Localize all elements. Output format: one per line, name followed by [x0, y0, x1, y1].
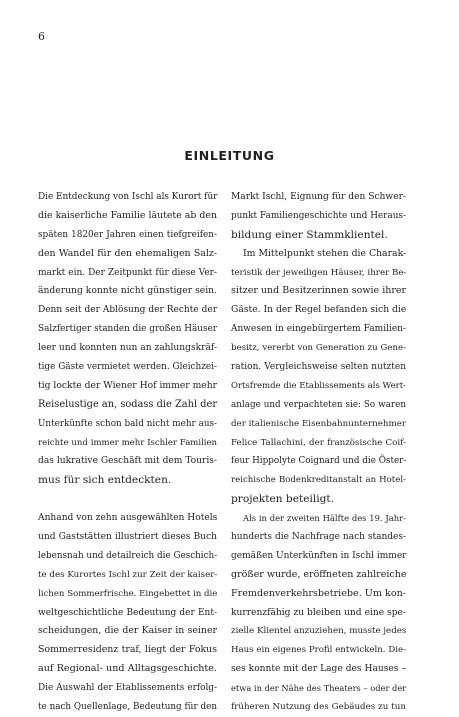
text-line: größer wurde, eröffneten zahlreiche	[231, 568, 407, 580]
text-line: mus für sich entdeckten.	[38, 474, 172, 487]
text-line: Denn seit der Ablösung der Rechte der	[38, 305, 217, 316]
text-line: weltgeschichtliche Bedeutung der Ent-	[38, 607, 217, 618]
text-line: reichte und immer mehr Ischler Familien	[38, 437, 217, 448]
text-line: te des Kurortes Ischl zur Zeit der kaiser-	[38, 569, 218, 580]
text-line: Die Auswahl der Etablissements erfolg-	[38, 683, 217, 694]
text-line: Gäste. In der Regel befanden sich die	[231, 304, 407, 316]
paragraph	[231, 245, 406, 509]
page-number: 6	[38, 30, 45, 43]
paragraph	[231, 188, 406, 245]
text-line: Die Entdeckung von Ischl als Kurort für	[38, 192, 218, 202]
text-line: zielle Klientel anzuziehen, musste jedes	[231, 626, 407, 637]
paragraph-gap	[38, 490, 217, 509]
text-line: feur Hippolyte Coignard und die Öster-	[231, 456, 407, 467]
text-line: früheren Nutzung des Gebäudes zu tun	[231, 702, 406, 713]
text-line: hunderts die Nachfrage nach standes-	[231, 532, 406, 543]
text-line: Reiselustige an, sodass die Zahl der	[38, 398, 217, 410]
text-line: lichen Sommerfrische. Eingebettet in die	[38, 588, 218, 599]
text-line: projekten beteiligt.	[231, 493, 335, 506]
text-line: leer und konnten nun an zahlungskräf-	[38, 343, 218, 354]
text-line: Sommerresidenz traf, liegt der Fokus	[38, 644, 217, 656]
text-line: teristik der jeweiligen Häuser, ihrer Be-	[231, 267, 407, 278]
paragraph	[38, 188, 217, 490]
text-line: te nach Quellenlage, Bedeutung für den	[38, 702, 217, 713]
text-line: Haus ein eigenes Profil entwickeln. Die-	[231, 645, 406, 656]
text-line: auf Regional- und Alltagsgeschichte.	[38, 663, 217, 675]
text-line: scheidungen, die der Kaiser in seiner	[38, 625, 217, 637]
text-line: Im Mittelpunkt stehen die Charak-	[243, 247, 407, 259]
text-line: Anhand von zehn ausgewählten Hotels	[38, 513, 218, 524]
text-line: Anwesen in eingebürgertem Familien-	[231, 324, 406, 335]
text-line: Unterkünfte schon bald nicht mehr aus-	[38, 418, 217, 429]
text-line: späten 1820er Jahren einen tiefgreifen-	[38, 229, 217, 240]
text-line: Als in der zweiten Hälfte des 19. Jahr-	[243, 513, 406, 524]
paragraph	[38, 509, 217, 717]
text-line: die kaiserliche Familie läutete ab den	[38, 209, 217, 221]
text-line: der italienische Eisenbahnunternehmer	[231, 418, 407, 429]
text-line: Ortsfremde die Etablissements als Wert-	[231, 380, 406, 391]
text-line: kurrenzfähig zu bleiben und eine spe-	[231, 607, 406, 618]
text-line: änderung konnte nicht günstiger sein.	[38, 285, 217, 297]
text-line: besitz, vererbt von Generation zu Gene-	[231, 343, 406, 354]
paragraph	[231, 509, 406, 717]
text-line: das lukrative Geschäft mit dem Touris-	[38, 456, 217, 467]
text-line: ses konnte mit der Lage des Hauses –	[231, 664, 406, 675]
text-line: tige Gäste vermietet werden. Gleichzei-	[38, 362, 217, 373]
left-column	[38, 188, 217, 717]
text-line: anlage und verpachteten sie: So waren	[231, 399, 406, 410]
right-column	[231, 188, 406, 717]
chapter-heading: EINLEITUNG	[184, 148, 275, 163]
text-line: und Gaststätten illustriert dieses Buch	[38, 532, 217, 543]
text-line: den Wandel für den ehemaligen Salz-	[38, 247, 217, 259]
text-line: etwa in der Nähe des Theaters – oder der	[231, 683, 407, 694]
text-line: tig lockte der Wiener Hof immer mehr	[38, 379, 218, 391]
text-line: lebensnah und detailreich die Geschich-	[38, 550, 218, 561]
text-line: punkt Familiengeschichte und Heraus-	[231, 210, 406, 221]
text-line: markt ein. Der Zeitpunkt für diese Ver-	[38, 267, 217, 278]
text-line: Felice Tallachini, der französische Coif-	[231, 437, 406, 448]
text-line: sitzer und Besitzerinnen sowie ihrer	[231, 285, 407, 297]
text-line: reichische Bodenkreditanstalt an Hotel-	[231, 475, 406, 486]
text-line: gemäßen Unterkünften in Ischl immer	[231, 550, 407, 561]
text-line: bildung einer Stammklientel.	[231, 228, 388, 241]
text-line: Markt Ischl, Eignung für den Schwer-	[231, 192, 406, 202]
text-line: Fremdenverkehrsbetriebe. Um kon-	[231, 587, 407, 599]
text-line: ration. Vergleichsweise selten nutzten	[231, 362, 406, 373]
text-line: Salzfertiger standen die großen Häuser	[38, 324, 218, 335]
